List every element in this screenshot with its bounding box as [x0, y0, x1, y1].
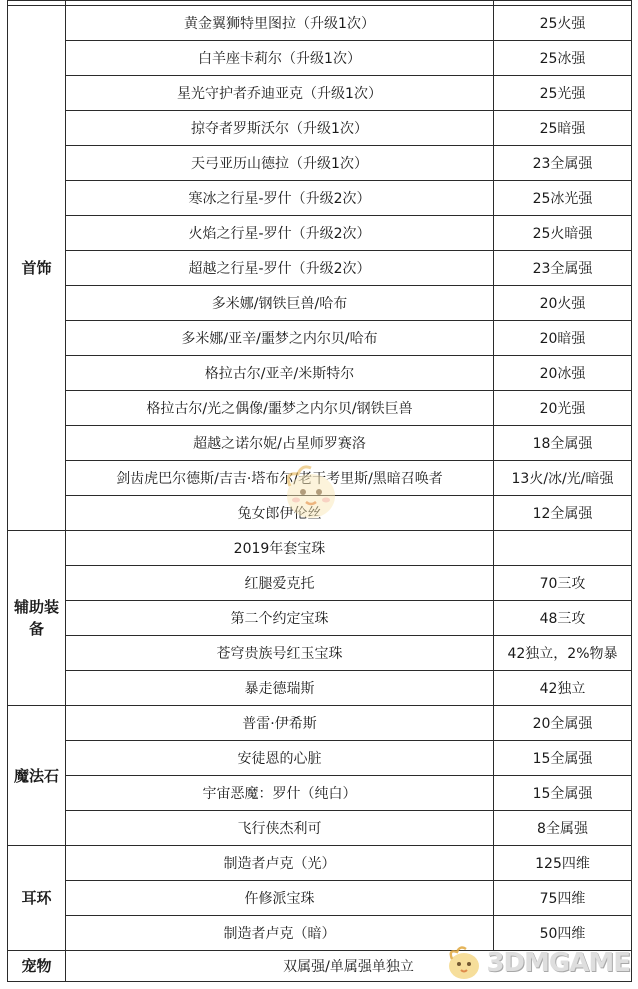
- table-row: [8, 111, 632, 146]
- item-name-cell: 超越之行星-罗什（升级2次）: [66, 251, 494, 286]
- item-value-cell: 20全属强: [494, 706, 632, 741]
- item-value-cell: 125四维: [494, 846, 632, 881]
- item-name-cell: 飞行侠杰利可: [66, 811, 494, 846]
- table-row: [8, 776, 632, 811]
- table-row: [8, 6, 632, 41]
- table-row: [8, 706, 632, 741]
- item-name-cell: 制造者卢克（暗）: [66, 916, 494, 951]
- item-value-cell: 25火强: [494, 6, 632, 41]
- item-name-cell: 2019年套宝珠: [66, 531, 494, 566]
- item-name-cell: 普雷·伊希斯: [66, 706, 494, 741]
- item-value-cell: 20光强: [494, 391, 632, 426]
- item-value-cell: 8全属强: [494, 811, 632, 846]
- category-cell: 耳环: [8, 846, 66, 951]
- table-row: [8, 391, 632, 426]
- table-row: [8, 916, 632, 951]
- table-row: [8, 636, 632, 671]
- table-row: [8, 741, 632, 776]
- table-row: [8, 286, 632, 321]
- item-name-cell: 制造者卢克（光）: [66, 846, 494, 881]
- item-value-cell: 25光强: [494, 76, 632, 111]
- item-name-cell: 红腿爱克托: [66, 566, 494, 601]
- item-name-cell: 宇宙恶魔：罗什（纯白）: [66, 776, 494, 811]
- item-value-cell: 20冰强: [494, 356, 632, 391]
- item-value-cell: 18全属强: [494, 426, 632, 461]
- item-value-cell: 13火/冰/光/暗强: [494, 461, 632, 496]
- table-row: [8, 811, 632, 846]
- item-value-cell: 15全属强: [494, 776, 632, 811]
- table-row: [8, 671, 632, 706]
- item-name-cell: 第二个约定宝珠: [66, 601, 494, 636]
- table-body: [8, 1, 632, 982]
- table-row: [8, 846, 632, 881]
- item-value-cell: 25暗强: [494, 111, 632, 146]
- watermark-text: 3DMGAME: [486, 948, 630, 978]
- pet-note-cell: 双属强/单属强单独立: [66, 951, 632, 982]
- item-name-cell: 星光守护者乔迪亚克（升级1次）: [66, 76, 494, 111]
- item-value-cell: [494, 531, 632, 566]
- item-name-cell: 多米娜/亚辛/噩梦之内尔贝/哈布: [66, 321, 494, 356]
- table-row: [8, 461, 632, 496]
- category-cell: 魔法石: [8, 706, 66, 846]
- item-name-cell: 苍穹贵族号红玉宝珠: [66, 636, 494, 671]
- item-value-cell: 20暗强: [494, 321, 632, 356]
- item-value-cell: 15全属强: [494, 741, 632, 776]
- item-name-cell: 格拉古尔/光之偶像/噩梦之内尔贝/钢铁巨兽: [66, 391, 494, 426]
- table-row: [8, 181, 632, 216]
- item-name-cell: 寒冰之行星-罗什（升级2次）: [66, 181, 494, 216]
- item-value-cell: 50四维: [494, 916, 632, 951]
- item-name-cell: 兔女郎伊伦丝: [66, 496, 494, 531]
- item-value-cell: 25冰强: [494, 41, 632, 76]
- table-row: [8, 531, 632, 566]
- item-value-cell: 12全属强: [494, 496, 632, 531]
- item-name-cell: 仵修派宝珠: [66, 881, 494, 916]
- table-row: [8, 496, 632, 531]
- equipment-table: [7, 0, 632, 982]
- item-value-cell: 48三攻: [494, 601, 632, 636]
- table-row: [8, 41, 632, 76]
- item-value-cell: 70三攻: [494, 566, 632, 601]
- category-cell: 辅助装备: [8, 531, 66, 706]
- item-name-cell: 安徒恩的心脏: [66, 741, 494, 776]
- item-name-cell: 白羊座卡莉尔（升级1次）: [66, 41, 494, 76]
- item-name-cell: 火焰之行星-罗什（升级2次）: [66, 216, 494, 251]
- item-name-cell: 天弓亚历山德拉（升级1次）: [66, 146, 494, 181]
- table-row: [8, 321, 632, 356]
- item-value-cell: 75四维: [494, 881, 632, 916]
- item-name-cell: 掠夺者罗斯沃尔（升级1次）: [66, 111, 494, 146]
- item-value-cell: 20火强: [494, 286, 632, 321]
- table-row: [8, 601, 632, 636]
- item-name-cell: 剑齿虎巴尔德斯/吉吉·塔布尔/老干考里斯/黑暗召唤者: [66, 461, 494, 496]
- item-name-cell: 超越之诺尔妮/占星师罗赛洛: [66, 426, 494, 461]
- item-value-cell: 25火暗强: [494, 216, 632, 251]
- table-row: [8, 216, 632, 251]
- item-value-cell: 25冰光强: [494, 181, 632, 216]
- item-value-cell: 42独立，2%物暴: [494, 636, 632, 671]
- item-name-cell: 暴走德瑞斯: [66, 671, 494, 706]
- table-row: [8, 251, 632, 286]
- table-row: [8, 881, 632, 916]
- item-value-cell: 23全属强: [494, 251, 632, 286]
- category-cell: 首饰: [8, 6, 66, 531]
- table-row: [8, 426, 632, 461]
- item-value-cell: 42独立: [494, 671, 632, 706]
- table-row: [8, 951, 632, 982]
- table-row: [8, 146, 632, 181]
- item-name-cell: 格拉古尔/亚辛/米斯特尔: [66, 356, 494, 391]
- item-name-cell: 多米娜/钢铁巨兽/哈布: [66, 286, 494, 321]
- table-row: [8, 76, 632, 111]
- table-row: [8, 356, 632, 391]
- table-row: [8, 566, 632, 601]
- category-cell: 宠物: [8, 951, 66, 982]
- item-name-cell: 黄金翼狮特里图拉（升级1次）: [66, 6, 494, 41]
- item-value-cell: 23全属强: [494, 146, 632, 181]
